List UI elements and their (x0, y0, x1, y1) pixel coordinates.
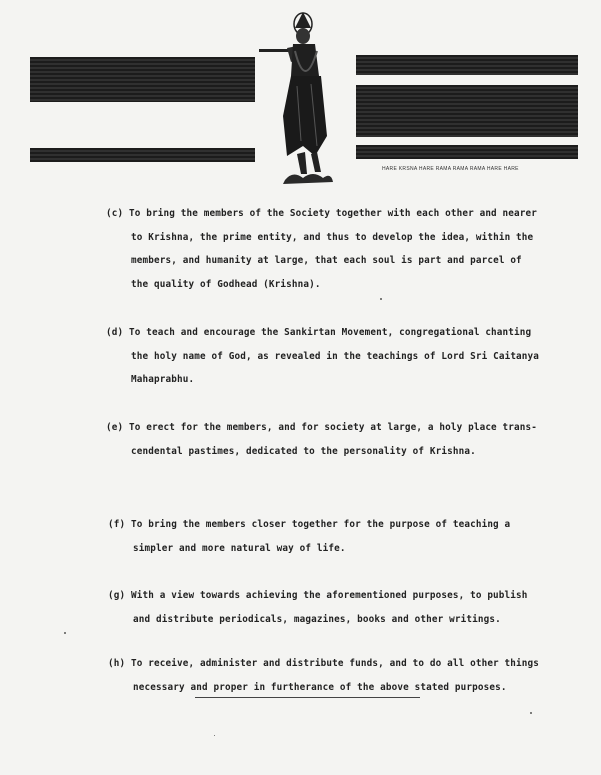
text-line: the holy name of God, as revealed in the teachings of Lord Sri Caitanya (131, 350, 540, 362)
scan-speck (64, 632, 66, 634)
text-line: (d) To teach and encourage the Sankirtan Movement, congregational chanting (106, 327, 532, 338)
text-line: Mahaprabhu. (131, 374, 195, 385)
objective-h (108, 652, 563, 699)
banner-stripe (356, 85, 578, 137)
text-line: (h) To receive, administer and distribute funds, and to do all other things (108, 658, 540, 669)
scan-speck (380, 298, 382, 300)
scan-speck (214, 735, 215, 736)
objective-e (106, 416, 561, 463)
text-line: the quality of Godhead (Krishna). (131, 278, 321, 290)
text-line: simpler and more natural way of life. (133, 542, 346, 554)
mantra-caption: HARE KRSNA HARE RAMA RAMA RAMA HARE HARE (382, 166, 519, 172)
banner-stripe (356, 55, 578, 75)
text-line: (g) With a view towards achieving the aforementioned purposes, to publish (108, 590, 528, 601)
banner-stripe (30, 148, 255, 162)
krishna-with-flute-icon (257, 6, 355, 188)
objective-f (108, 513, 563, 560)
objective-d (106, 321, 561, 392)
text-line: (c) To bring the members of the Society together with each other and nearer (106, 208, 538, 219)
text-line: to Krishna, the prime entity, and thus to develop the idea, within the (131, 231, 534, 243)
banner-stripe (356, 145, 578, 159)
objective-g (108, 584, 563, 631)
text-line: (e) To erect for the members, and for society at large, a holy place trans- (106, 422, 538, 433)
text-line: (f) To bring the members closer together for the purpose of teaching a (108, 519, 511, 530)
underline-mark (195, 697, 420, 698)
letterhead-banner (0, 0, 601, 195)
text-line: necessary and proper in furtherance of the above stated purposes. (133, 681, 507, 693)
banner-stripe (30, 57, 255, 102)
text-line: and distribute periodicals, magazines, books and other writings. (133, 613, 501, 625)
scan-speck (530, 712, 532, 714)
text-line: cendental pastimes, dedicated to the personality of Krishna. (131, 445, 476, 457)
objective-c (106, 202, 561, 296)
text-line: members, and humanity at large, that each soul is part and parcel of (131, 255, 522, 266)
